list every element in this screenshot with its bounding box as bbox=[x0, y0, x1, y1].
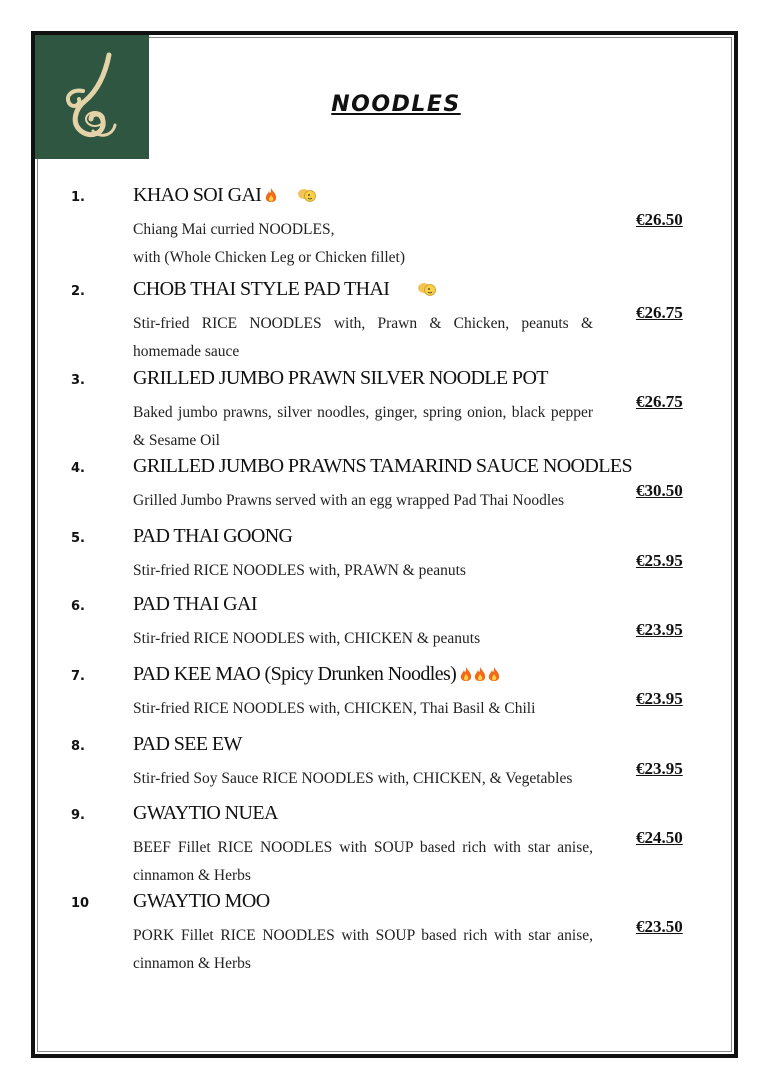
item-price: €23.95 bbox=[636, 620, 683, 639]
item-number: 6. bbox=[71, 599, 85, 614]
item-name bbox=[133, 367, 548, 390]
item-name bbox=[133, 890, 270, 913]
item-description: BEEF Fillet RICE NOODLES with SOUP based rich with star anise, cinnamon & Herbs bbox=[133, 839, 593, 884]
item-number: 4. bbox=[71, 461, 85, 476]
item-price: €24.50 bbox=[636, 828, 683, 847]
item-icons bbox=[460, 664, 500, 687]
item-name bbox=[133, 593, 257, 616]
item-description: Stir-fried RICE NOODLES with, PRAWN & peanuts bbox=[133, 562, 466, 579]
item-name-text: PAD KEE MAO (Spicy Drunken Noodles) bbox=[133, 663, 457, 685]
item-number: 8. bbox=[71, 739, 85, 754]
item-number: 2. bbox=[71, 284, 85, 299]
item-description: Stir-fried RICE NOODLES with, CHICKEN & peanuts bbox=[133, 630, 481, 647]
item-price: €30.50 bbox=[636, 481, 683, 500]
item-name bbox=[133, 278, 437, 302]
item-icons bbox=[393, 279, 437, 302]
item-number: 5. bbox=[71, 531, 85, 546]
item-name-text: GRILLED JUMBO PRAWN SILVER NOODLE POT bbox=[133, 367, 548, 389]
item-name bbox=[133, 802, 278, 825]
item-description: PORK Fillet RICE NOODLES with SOUP based rich with star anise, cinnamon & Herbs bbox=[133, 927, 593, 972]
chili-flame-icon bbox=[460, 667, 472, 683]
item-name-text: PAD THAI GOONG bbox=[133, 525, 293, 547]
item-number: 10 bbox=[71, 896, 90, 911]
item-price: €26.50 bbox=[636, 210, 683, 229]
item-number: 9. bbox=[71, 808, 85, 823]
item-number: 1. bbox=[71, 190, 85, 205]
item-description: Stir-fried Soy Sauce RICE NOODLES with, CHICKEN, & Vegetables bbox=[133, 770, 573, 787]
logo bbox=[35, 35, 149, 159]
item-name bbox=[133, 184, 317, 208]
item-description: Stir-fried RICE NOODLES with, CHICKEN, Thai Basil & Chili bbox=[133, 700, 536, 717]
item-price: €23.50 bbox=[636, 917, 683, 936]
item-number: 3. bbox=[71, 373, 85, 388]
page-title: NOODLES bbox=[331, 92, 461, 117]
item-icons bbox=[265, 185, 317, 208]
logo-swirl-icon bbox=[35, 35, 149, 159]
item-description: Chiang Mai curried NOODLES, with (Whole Chicken Leg or Chicken fillet) bbox=[133, 221, 406, 266]
item-name-text: GWAYTIO MOO bbox=[133, 890, 270, 912]
item-price: €23.95 bbox=[636, 759, 683, 778]
item-price: €26.75 bbox=[636, 392, 683, 411]
item-name-text: GWAYTIO NUEA bbox=[133, 802, 278, 824]
item-name-text: CHOB THAI STYLE PAD THAI bbox=[133, 278, 390, 300]
item-name bbox=[133, 525, 292, 548]
item-name bbox=[133, 733, 242, 756]
item-price: €23.95 bbox=[636, 689, 683, 708]
chili-flame-icon bbox=[488, 667, 500, 683]
chili-flame-icon bbox=[265, 188, 277, 204]
item-name bbox=[133, 455, 632, 478]
item-description: Baked jumbo prawns, silver noodles, ginger, spring onion, black pepper & Sesame Oil bbox=[133, 404, 593, 449]
item-number: 7. bbox=[71, 669, 85, 684]
chili-flame-icon bbox=[474, 667, 486, 683]
item-name-text: GRILLED JUMBO PRAWNS TAMARIND SAUCE NOODLES bbox=[133, 455, 632, 477]
item-name-text: KHAO SOI GAI bbox=[133, 184, 262, 206]
item-name-text: PAD THAI GAI bbox=[133, 593, 257, 615]
item-price: €26.75 bbox=[636, 303, 683, 322]
item-description: Stir-fried RICE NOODLES with, Prawn & Chicken, peanuts & homemade sauce bbox=[133, 315, 593, 360]
item-description: Grilled Jumbo Prawns served with an egg wrapped Pad Thai Noodles bbox=[133, 492, 565, 509]
recommended-emoji-icon bbox=[297, 186, 317, 204]
item-price: €25.95 bbox=[636, 551, 683, 570]
item-name-text: PAD SEE EW bbox=[133, 733, 242, 755]
item-name bbox=[133, 663, 500, 687]
recommended-emoji-icon bbox=[417, 280, 437, 298]
